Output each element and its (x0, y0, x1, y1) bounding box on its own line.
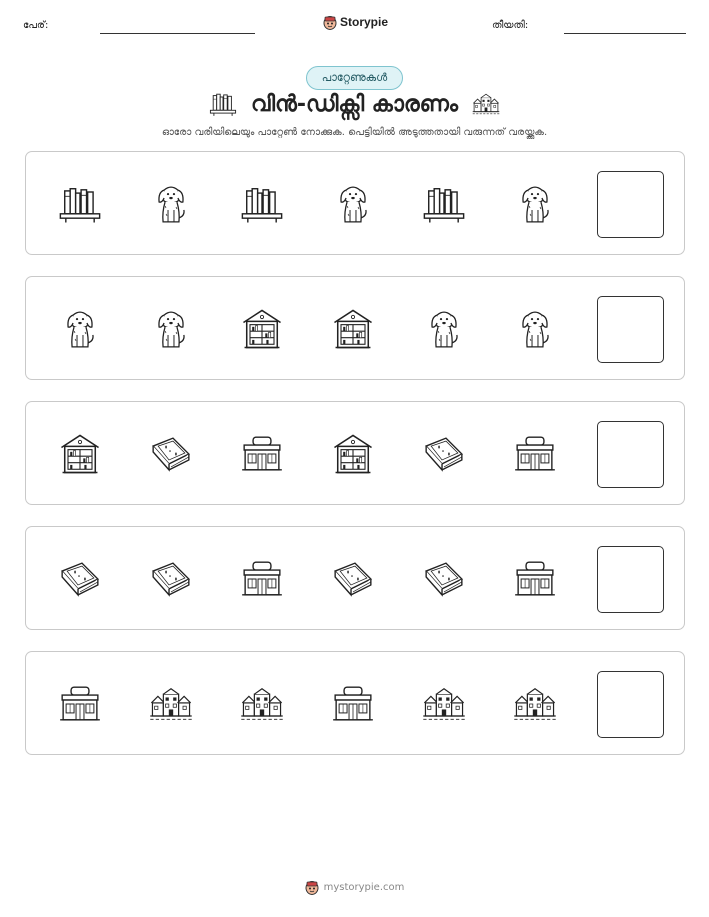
library-icon (56, 428, 104, 480)
title-row (0, 91, 709, 117)
storypie-mascot-icon (323, 14, 337, 30)
brand-logo (323, 14, 388, 30)
page-title: വിൻ-ഡിക്സി കാരണം (250, 91, 459, 117)
dog-icon (420, 303, 468, 355)
town-icon (420, 678, 468, 730)
dog-icon (511, 303, 559, 355)
library-icon (238, 303, 286, 355)
bookshelf-icon (420, 178, 468, 230)
topic-badge: പാറ്റേണുകൾ (306, 66, 403, 90)
dog-icon (56, 303, 104, 355)
town-icon (238, 678, 286, 730)
dog-icon (329, 178, 377, 230)
answer-box[interactable] (597, 171, 664, 238)
book-icon (420, 553, 468, 605)
date-label: തീയതി: (492, 20, 529, 31)
store-icon (238, 428, 286, 480)
book-icon (420, 428, 468, 480)
answer-box[interactable] (597, 296, 664, 363)
answer-box[interactable] (597, 671, 664, 738)
pattern-row (25, 651, 685, 755)
pattern-row (25, 401, 685, 505)
store-icon (329, 678, 377, 730)
pattern-row (25, 276, 685, 380)
town-icon (511, 678, 559, 730)
bookshelf-icon (209, 91, 237, 117)
store-icon (511, 553, 559, 605)
library-icon (329, 303, 377, 355)
bookshelf-icon (238, 178, 286, 230)
dog-icon (147, 303, 195, 355)
town-icon (147, 678, 195, 730)
book-icon (147, 553, 195, 605)
book-icon (147, 428, 195, 480)
answer-box[interactable] (597, 546, 664, 613)
instruction-text: ഓരോ വരിയിലെയും പാറ്റേൺ നോക്കുക. പെട്ടിയിൽ അടുത്തതായി വരുന്നത് വരയ്ക്കുക. (161, 127, 548, 138)
storypie-mascot-icon (305, 879, 319, 895)
footer (0, 879, 709, 895)
pattern-row (25, 151, 685, 255)
book-icon (329, 553, 377, 605)
dog-icon (147, 178, 195, 230)
store-icon (511, 428, 559, 480)
footer-url[interactable]: mystorypie.com (323, 881, 405, 893)
pattern-row (25, 526, 685, 630)
name-line[interactable] (100, 33, 255, 34)
dog-icon (511, 178, 559, 230)
library-building-icon (472, 92, 500, 116)
store-icon (238, 553, 286, 605)
store-icon (56, 678, 104, 730)
name-label: പേര്: (23, 20, 49, 31)
brand-name: Storypie (340, 15, 389, 29)
library-icon (329, 428, 377, 480)
book-icon (56, 553, 104, 605)
answer-box[interactable] (597, 421, 664, 488)
bookshelf-icon (56, 178, 104, 230)
date-line[interactable] (564, 33, 686, 34)
